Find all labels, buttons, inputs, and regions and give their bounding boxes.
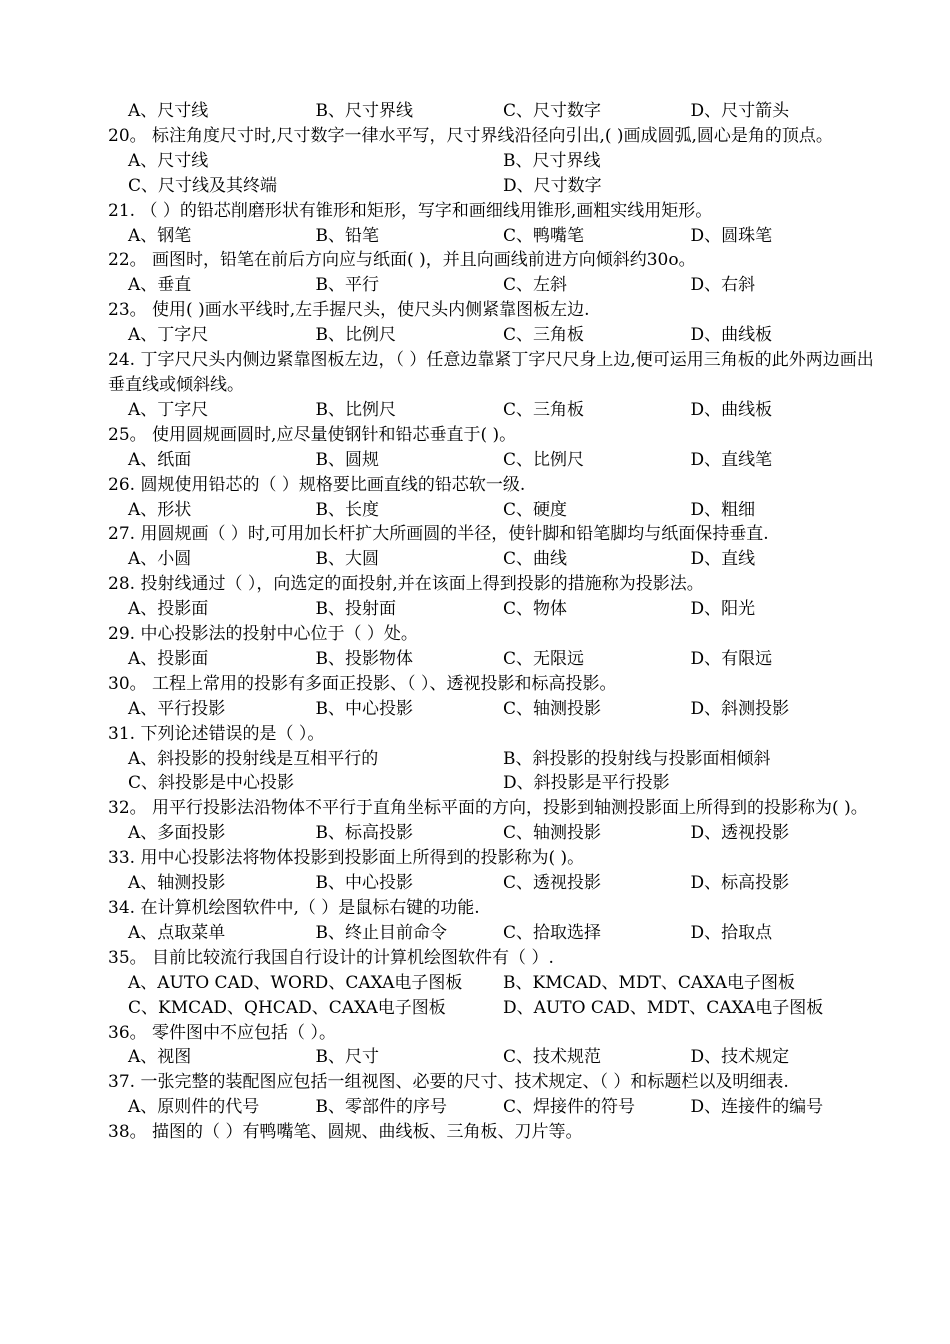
answer-option: D、直线笔 (690, 449, 773, 470)
answer-option: C、技术规范 (503, 1047, 602, 1068)
question-stem: 23。 使用( )画水平线时,左手握尺头，使尺头内侧紧靠图板左边. (108, 300, 590, 321)
answer-options (108, 921, 878, 946)
answer-option: D、曲线板 (690, 399, 773, 420)
answer-option: D、AUTO CAD、MDT、CAXA电子图板 (503, 997, 824, 1018)
answer-option: D、尺寸数字 (503, 175, 602, 196)
answer-option: B、尺寸界线 (315, 101, 413, 121)
answer-option: D、粗细 (690, 499, 756, 520)
answer-option: A、多面投影 (128, 823, 226, 844)
answer-option: B、比例尺 (315, 399, 396, 420)
answer-options (108, 174, 878, 199)
question-stem: 37. 一张完整的装配图应包括一组视图、必要的尺寸、技术规定、（ ）和标题栏以及明细表. (108, 1072, 789, 1093)
answer-option: C、尺寸线及其终端 (128, 175, 278, 196)
answer-options (108, 871, 878, 896)
question-stem: 38。 描图的（ ）有鸭嘴笔、圆规、曲线板、三角板、刀片等。 (108, 1122, 583, 1143)
answer-option: C、无限远 (503, 648, 585, 669)
answer-option: D、斜投影是平行投影 (503, 773, 670, 794)
answer-option: B、KMCAD、MDT、CAXA电子图板 (503, 972, 795, 993)
question-stem: 22。 画图时，铅笔在前后方向应与纸面( )，并且向画线前进方向倾斜约30o。 (108, 250, 696, 271)
answer-option: B、铅笔 (315, 225, 379, 246)
question-stem: 26. 圆规使用铅芯的（ ）规格要比画直线的铅芯软一级. (108, 474, 526, 495)
answer-option: B、标高投影 (315, 823, 413, 844)
answer-option: B、投射面 (315, 599, 396, 620)
question-stem: 29. 中心投影法的投射中心位于（ ）处。 (108, 624, 418, 645)
answer-option: B、投影物体 (315, 648, 413, 669)
answer-options (108, 597, 878, 622)
answer-option: D、标高投影 (690, 873, 790, 894)
question-stem: 21. （ ）的铅芯削磨形状有锥形和矩形，写字和画细线用锥形,画粗实线用矩形。 (108, 200, 713, 221)
answer-option: A、纸面 (128, 449, 192, 470)
answer-option: A、钢笔 (128, 225, 192, 246)
answer-option: A、投影面 (128, 599, 209, 620)
answer-option: A、尺寸线 (128, 101, 209, 121)
answer-option: D、有限远 (690, 648, 773, 669)
answer-option: A、斜投影的投射线是互相平行的 (128, 748, 379, 769)
answer-option: C、左斜 (503, 275, 568, 296)
answer-option: D、圆珠笔 (690, 225, 773, 246)
question-stem: 32。 用平行投影法沿物体不平行于直角坐标平面的方向，投影到轴测投影面上所得到的投影称为( )。 (108, 798, 868, 819)
answer-option: A、点取菜单 (128, 922, 226, 943)
answer-options (108, 224, 878, 249)
answer-option: C、物体 (503, 599, 568, 620)
question-stem: 33. 用中心投影法将物体投影到投影面上所得到的投影称为( )。 (108, 848, 585, 869)
answer-options (108, 273, 878, 298)
answer-option: A、视图 (128, 1047, 192, 1068)
answer-option: D、技术规定 (690, 1047, 790, 1068)
answer-option: B、终止目前命令 (315, 922, 447, 943)
answer-option: D、右斜 (690, 275, 756, 296)
answer-option: A、丁字尺 (128, 325, 209, 346)
question-stem: 24. 丁字尺尺头内侧边紧靠图板左边，（ ）任意边靠紧丁字尺尺身上边,便可运用三角板的此外两边画出垂直线或倾斜线。 (108, 350, 874, 395)
answer-option: A、尺寸线 (128, 150, 209, 171)
answer-options (108, 697, 878, 722)
answer-option: D、斜测投影 (690, 698, 790, 719)
answer-option: C、透视投影 (503, 873, 602, 894)
answer-option: C、曲线 (503, 549, 568, 570)
answer-option: C、焊接件的符号 (503, 1097, 636, 1118)
answer-options (108, 498, 878, 523)
answer-options (108, 771, 878, 796)
answer-option: D、阳光 (690, 599, 756, 620)
answer-option: D、曲线板 (690, 325, 773, 346)
answer-option: B、尺寸界线 (503, 150, 601, 171)
question-stem: 28. 投射线通过（ ），向选定的面投射,并在该面上得到投影的措施称为投影法。 (108, 574, 704, 595)
answer-option: C、轴测投影 (503, 698, 602, 719)
question-stem: 36。 零件图中不应包括（ ）。 (108, 1022, 336, 1043)
answer-option: C、三角板 (503, 399, 585, 420)
answer-option: C、KMCAD、QHCAD、CAXA电子图板 (128, 997, 446, 1018)
answer-options (108, 996, 878, 1021)
answer-options (108, 747, 878, 772)
answer-option: C、尺寸数字 (503, 101, 602, 121)
answer-options (108, 323, 878, 348)
answer-options (108, 1045, 878, 1070)
answer-options (108, 398, 878, 423)
answer-option: D、拾取点 (690, 922, 773, 943)
answer-option: B、大圆 (315, 549, 379, 570)
answer-option: A、原则件的代号 (128, 1097, 260, 1118)
answer-option: B、圆规 (315, 449, 379, 470)
answer-option: A、小圆 (128, 549, 192, 570)
question-stem: 27. 用圆规画（ ）时,可用加长杆扩大所画圆的半径，使针脚和铅笔脚均与纸面保持垂直. (108, 524, 769, 545)
answer-option: B、尺寸 (315, 1047, 379, 1068)
answer-option: D、直线 (690, 549, 756, 570)
answer-option: C、斜投影是中心投影 (128, 773, 295, 794)
answer-option: D、尺寸箭头 (690, 101, 790, 121)
question-stem: 25。 使用圆规画圆时,应尽量使钢针和铅芯垂直于( )。 (108, 424, 517, 445)
answer-option: C、硬度 (503, 499, 568, 520)
answer-options (108, 1095, 878, 1120)
exam-page (108, 99, 878, 1145)
answer-option: C、鸭嘴笔 (503, 225, 585, 246)
answer-option: B、斜投影的投射线与投影面相倾斜 (503, 748, 771, 769)
answer-options (108, 448, 878, 473)
question-stem: 31. 下列论述错误的是（ ）。 (108, 723, 325, 744)
answer-option: A、轴测投影 (128, 873, 226, 894)
answer-options (108, 647, 878, 672)
answer-option: A、平行投影 (128, 698, 226, 719)
answer-options (108, 547, 878, 572)
answer-option: A、AUTO CAD、WORD、CAXA电子图板 (128, 972, 463, 993)
answer-option: A、形状 (128, 499, 192, 520)
answer-options (108, 149, 878, 174)
answer-options (108, 821, 878, 846)
answer-option: C、拾取选择 (503, 922, 602, 943)
question-stem: 30。 工程上常用的投影有多面正投影、（ ）、透视投影和标高投影。 (108, 673, 617, 694)
answer-options (108, 99, 878, 124)
answer-option: B、比例尺 (315, 325, 396, 346)
answer-option: C、比例尺 (503, 449, 585, 470)
answer-option: D、透视投影 (690, 823, 790, 844)
answer-options (108, 971, 878, 996)
answer-option: D、连接件的编号 (690, 1097, 824, 1118)
answer-option: B、零部件的序号 (315, 1097, 447, 1118)
answer-option: B、平行 (315, 275, 379, 296)
question-stem: 35。 目前比较流行我国自行设计的计算机绘图软件有（ ）. (108, 947, 554, 968)
answer-option: A、丁字尺 (128, 399, 209, 420)
answer-option: C、三角板 (503, 325, 585, 346)
question-stem: 34. 在计算机绘图软件中,（ ）是鼠标右键的功能. (108, 898, 480, 918)
answer-option: A、垂直 (128, 275, 192, 296)
answer-option: B、长度 (315, 499, 379, 520)
answer-option: A、投影面 (128, 648, 209, 669)
answer-option: C、轴测投影 (503, 823, 602, 844)
answer-option: B、中心投影 (315, 698, 413, 719)
question-stem: 20。 标注角度尺寸时,尺寸数字一律水平写，尺寸界线沿径向引出,( )画成圆弧,圆心是角的顶点。 (108, 125, 833, 146)
answer-option: B、中心投影 (315, 873, 413, 894)
